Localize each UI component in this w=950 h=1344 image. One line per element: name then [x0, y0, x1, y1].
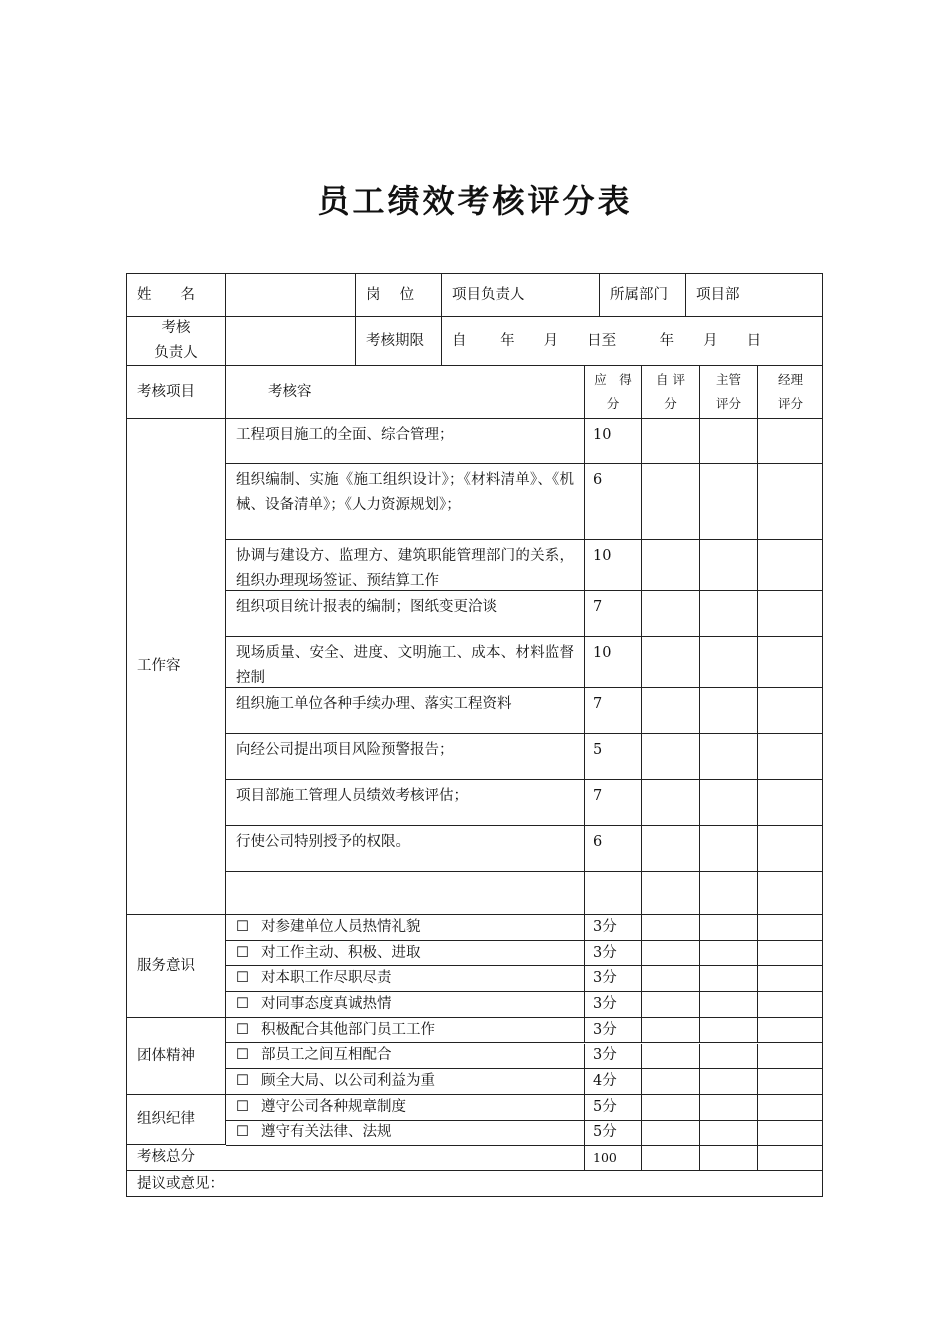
- service-score-0: 3分: [585, 915, 642, 941]
- assessor-label: [127, 317, 226, 366]
- department-label: 所属部门: [600, 274, 686, 317]
- total-gm-cell[interactable]: [758, 1145, 823, 1171]
- comment-row[interactable]: [127, 1171, 823, 1197]
- assessor-label-line2: 负责人: [154, 345, 198, 361]
- work-item-label: 向经公司提出项目风险预警报告；: [236, 742, 454, 758]
- work-self-score-6[interactable]: [642, 734, 700, 780]
- work-manager-score-7[interactable]: [700, 780, 758, 826]
- work-manager-score-4[interactable]: [700, 637, 758, 688]
- service-item-label: 对参建单位人员热情礼貌: [261, 918, 421, 935]
- period-value[interactable]: 自 年 月 日至 年 月 日: [442, 317, 823, 366]
- discipline-score-0: 5分: [585, 1095, 642, 1121]
- work-item-label: 组织项目统计报表的编制；图纸变更洽谈: [236, 599, 497, 615]
- period-label: 考核期限: [356, 317, 442, 366]
- team-text-0: [226, 1018, 585, 1044]
- service-self-score-0[interactable]: [642, 915, 700, 941]
- header-self-line1: 自 评: [656, 372, 685, 387]
- work-item-label: 项目部施工管理人员绩效考核评估；: [236, 788, 468, 804]
- team-score-2: 4分: [585, 1069, 642, 1095]
- checkbox-icon[interactable]: ☐: [236, 1047, 249, 1064]
- work-item-label: 协调与建设方、监理方、建筑职能管理部门的关系，组织办理现场签证、预结算工作: [236, 548, 574, 589]
- work-gm-score-7[interactable]: [758, 780, 823, 826]
- header-score-line1: 应 得: [594, 372, 632, 387]
- work-manager-score-9[interactable]: [700, 872, 758, 915]
- team-label: 团体精神: [127, 1018, 226, 1095]
- service-text-1: [226, 941, 585, 967]
- work-text-9: [226, 872, 585, 915]
- work-manager-score-5[interactable]: [700, 688, 758, 734]
- team-self-score-1[interactable]: [642, 1044, 700, 1070]
- service-item-label: 对工作主动、积极、进取: [261, 944, 421, 961]
- discipline-manager-score-1[interactable]: [700, 1121, 758, 1147]
- team-manager-score-1[interactable]: [700, 1044, 758, 1070]
- team-text-1: [226, 1044, 585, 1070]
- team-item-label: 部员工之间互相配合: [261, 1047, 392, 1064]
- discipline-item-label: 遵守公司各种规章制度: [261, 1098, 406, 1115]
- total-value: 100: [585, 1145, 642, 1171]
- work-manager-score-0[interactable]: [700, 419, 758, 464]
- service-self-score-1[interactable]: [642, 941, 700, 967]
- name-label: 姓 名: [127, 274, 226, 317]
- work-self-score-1[interactable]: [642, 464, 700, 540]
- service-self-score-3[interactable]: [642, 992, 700, 1018]
- work-score-9: [585, 872, 642, 915]
- work-gm-score-1[interactable]: [758, 464, 823, 540]
- work-gm-score-2[interactable]: [758, 540, 823, 591]
- team-text-2: [226, 1069, 585, 1095]
- service-manager-score-2[interactable]: [700, 966, 758, 992]
- discipline-self-score-0[interactable]: [642, 1095, 700, 1121]
- evaluation-form: [126, 273, 823, 1197]
- work-score-8: 6: [585, 826, 642, 872]
- work-text-6: [226, 734, 585, 780]
- discipline-gm-score-1[interactable]: [758, 1121, 823, 1147]
- work-label: 工作容: [127, 419, 226, 915]
- total-label: 考核总分: [127, 1145, 585, 1171]
- work-text-2: [226, 540, 585, 591]
- service-gm-score-0[interactable]: [758, 915, 823, 941]
- work-gm-score-8[interactable]: [758, 826, 823, 872]
- discipline-label: 组织纪律: [127, 1095, 226, 1145]
- service-score-3: 3分: [585, 992, 642, 1018]
- checkbox-icon[interactable]: ☐: [236, 1124, 249, 1141]
- position-value: 项目负责人: [442, 274, 600, 317]
- service-label: 服务意识: [127, 915, 226, 1018]
- team-gm-score-1[interactable]: [758, 1044, 823, 1070]
- work-item-label: 行使公司特别授予的权限。: [236, 834, 410, 850]
- header-item: 考核项目: [127, 366, 226, 419]
- discipline-text-0: [226, 1095, 585, 1121]
- work-manager-score-3[interactable]: [700, 591, 758, 637]
- name-field[interactable]: [226, 274, 356, 317]
- work-score-6: 5: [585, 734, 642, 780]
- position-label: 岗 位: [356, 274, 442, 317]
- work-score-5: 7: [585, 688, 642, 734]
- work-score-1: 6: [585, 464, 642, 540]
- work-manager-score-8[interactable]: [700, 826, 758, 872]
- discipline-manager-score-0[interactable]: [700, 1095, 758, 1121]
- service-manager-score-3[interactable]: [700, 992, 758, 1018]
- header-score-line2: 分: [606, 396, 620, 411]
- checkbox-icon[interactable]: ☐: [236, 970, 249, 987]
- work-score-3: 7: [585, 591, 642, 637]
- service-score-1: 3分: [585, 941, 642, 967]
- service-gm-score-2[interactable]: [758, 966, 823, 992]
- checkbox-icon[interactable]: ☐: [236, 995, 249, 1012]
- team-item-label: 积极配合其他部门员工工作: [261, 1021, 435, 1038]
- discipline-text-1: [226, 1121, 585, 1147]
- work-item-label: 工程项目施工的全面、综合管理；: [236, 427, 454, 443]
- checkbox-icon[interactable]: ☐: [236, 1073, 249, 1090]
- header-self-line2: 分: [664, 396, 677, 411]
- service-manager-score-0[interactable]: [700, 915, 758, 941]
- work-text-0: [226, 419, 585, 464]
- work-gm-score-5[interactable]: [758, 688, 823, 734]
- work-text-8: [226, 826, 585, 872]
- work-manager-score-1[interactable]: [700, 464, 758, 540]
- work-gm-score-0[interactable]: [758, 419, 823, 464]
- work-self-score-3[interactable]: [642, 591, 700, 637]
- work-text-1: [226, 464, 585, 540]
- total-manager-cell[interactable]: [700, 1145, 758, 1171]
- team-manager-score-0[interactable]: [700, 1018, 758, 1044]
- header-manager-line1: 主管: [715, 372, 741, 387]
- work-self-score-5[interactable]: [642, 688, 700, 734]
- discipline-gm-score-0[interactable]: [758, 1095, 823, 1121]
- department-value: 项目部: [686, 274, 823, 317]
- service-item-label: 对同事态度真诚热情: [261, 995, 392, 1012]
- work-manager-score-6[interactable]: [700, 734, 758, 780]
- discipline-self-score-1[interactable]: [642, 1121, 700, 1147]
- work-item-label: 现场质量、安全、进度、文明施工、成本、材料监督控制: [236, 645, 574, 686]
- work-text-5: [226, 688, 585, 734]
- header-gm-line2: 评分: [777, 396, 803, 411]
- team-self-score-0[interactable]: [642, 1018, 700, 1044]
- work-self-score-8[interactable]: [642, 826, 700, 872]
- checkbox-icon[interactable]: ☐: [236, 918, 249, 935]
- service-manager-score-1[interactable]: [700, 941, 758, 967]
- work-score-7: 7: [585, 780, 642, 826]
- assessor-label-line1: 考核: [161, 320, 191, 336]
- service-text-0: [226, 915, 585, 941]
- work-self-score-4[interactable]: [642, 637, 700, 688]
- comment-label: 提议或意见：: [137, 1175, 224, 1192]
- team-gm-score-2[interactable]: [758, 1069, 823, 1095]
- work-self-score-2[interactable]: [642, 540, 700, 591]
- service-gm-score-3[interactable]: [758, 992, 823, 1018]
- checkbox-icon[interactable]: ☐: [236, 944, 249, 961]
- header-manager: [700, 366, 758, 419]
- header-content: 考核容: [226, 366, 585, 419]
- header-self: [642, 366, 700, 419]
- service-self-score-2[interactable]: [642, 966, 700, 992]
- work-self-score-9[interactable]: [642, 872, 700, 915]
- work-text-4: [226, 637, 585, 688]
- header-score: [585, 366, 642, 419]
- team-self-score-2[interactable]: [642, 1069, 700, 1095]
- service-score-2: 3分: [585, 966, 642, 992]
- checkbox-icon[interactable]: ☐: [236, 1021, 249, 1038]
- header-gm: [758, 366, 823, 419]
- work-gm-score-4[interactable]: [758, 637, 823, 688]
- work-gm-score-6[interactable]: [758, 734, 823, 780]
- team-item-label: 顾全大局、以公司利益为重: [261, 1073, 435, 1090]
- page-title: 员工绩效考核评分表: [317, 182, 633, 220]
- team-score-1: 3分: [585, 1044, 642, 1070]
- team-score-0: 3分: [585, 1018, 642, 1044]
- service-item-label: 对本职工作尽职尽责: [261, 970, 392, 987]
- team-manager-score-2[interactable]: [700, 1069, 758, 1095]
- header-gm-line1: 经理: [777, 372, 803, 387]
- work-gm-score-3[interactable]: [758, 591, 823, 637]
- assessor-field[interactable]: [226, 317, 356, 366]
- work-manager-score-2[interactable]: [700, 540, 758, 591]
- work-score-0: 10: [585, 419, 642, 464]
- discipline-score-1: 5分: [585, 1121, 642, 1147]
- work-score-4: 10: [585, 637, 642, 688]
- service-text-2: [226, 966, 585, 992]
- service-gm-score-1[interactable]: [758, 941, 823, 967]
- work-self-score-0[interactable]: [642, 419, 700, 464]
- header-manager-line2: 评分: [715, 396, 741, 411]
- service-text-3: [226, 992, 585, 1018]
- work-self-score-7[interactable]: [642, 780, 700, 826]
- work-gm-score-9[interactable]: [758, 872, 823, 915]
- discipline-item-label: 遵守有关法律、法规: [261, 1124, 392, 1141]
- work-text-7: [226, 780, 585, 826]
- checkbox-icon[interactable]: ☐: [236, 1098, 249, 1115]
- work-score-2: 10: [585, 540, 642, 591]
- work-item-label: 组织施工单位各种手续办理、落实工程资料: [236, 696, 512, 712]
- work-item-label: 组织编制、实施《施工组织设计》；《材料清单》、《机械、设备清单》；《人力资源规划》；: [236, 472, 574, 513]
- team-gm-score-0[interactable]: [758, 1018, 823, 1044]
- total-self-cell[interactable]: [642, 1145, 700, 1171]
- work-text-3: [226, 591, 585, 637]
